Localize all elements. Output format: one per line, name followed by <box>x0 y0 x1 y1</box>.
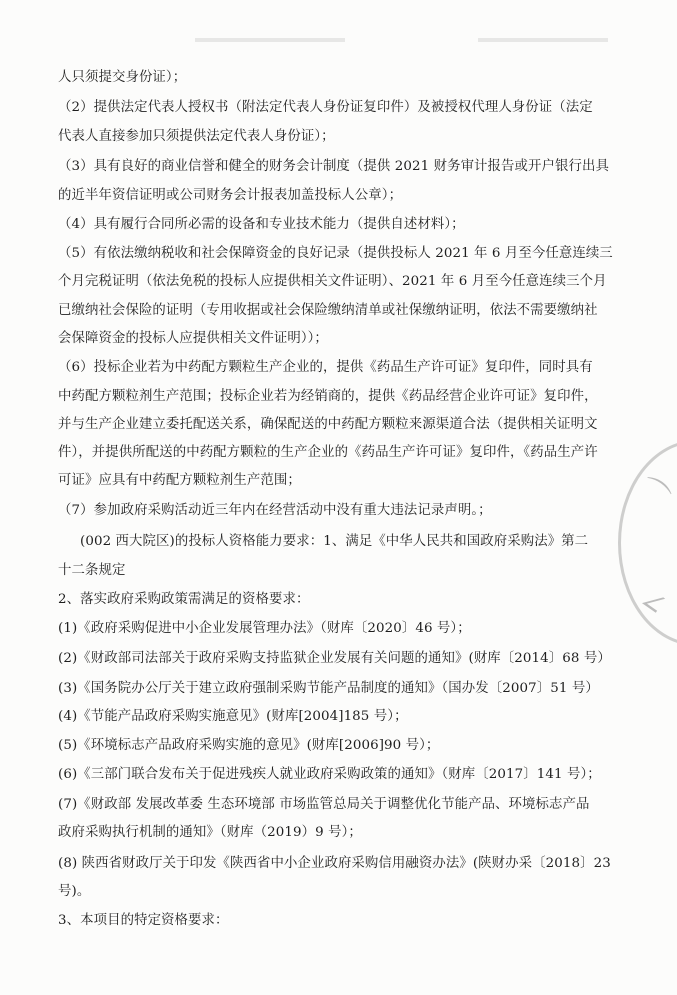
text-line: (5)《环境标志产品政府采购实施的意见》(财库[2006]90 号）； <box>58 738 440 753</box>
text-line: 政府采购执行机制的通知》（财库（2019）9 号）； <box>58 825 362 840</box>
text-line: (8) 陕西省财政厅关于印发《陕西省中小企业政府采购信用融资办法》(陕财办采〔2018〕23 <box>58 856 611 871</box>
text-line: （3）具有良好的商业信誉和健全的财务会计制度（提供 2021 财务审计报告或开户银行出具 <box>58 159 609 174</box>
seal-fragment: ⌒ <box>630 471 676 518</box>
text-line: 3、本项目的特定资格要求： <box>58 913 229 928</box>
text-line: 代表人直接参加只须提供法定代表人身份证）； <box>58 129 335 144</box>
text-line: （4）具有履行合同所必需的设备和专业技术能力（提供自述材料）； <box>58 217 465 232</box>
text-line: 的近半年资信证明或公司财务会计报表加盖投标人公章）； <box>58 188 403 203</box>
seal-fragment: ∠ <box>632 580 673 625</box>
scan-artifact <box>478 38 608 42</box>
text-line: (7)《财政部 发展改革委 生态环境部 市场监管总局关于调整优化节能产品、环境标志产品 <box>58 797 590 812</box>
text-line: （7）参加政府采购活动近三年内在经营活动中没有重大违法记录声明。； <box>58 503 492 518</box>
text-line: (3)《国务院办公厅关于建立政府强制采购节能产品制度的通知》（国办发〔2007〕51 号） <box>58 681 599 696</box>
text-line: 2、落实政府采购政策需满足的资格要求： <box>58 592 310 607</box>
text-line: 号)。 <box>58 884 91 899</box>
text-line: 已缴纳社会保险的证明（专用收据或社会保险缴纳清单或社保缴纳证明，依法不需要缴纳社 <box>58 303 598 318</box>
text-line: (6)《三部门联合发布关于促进残疾人就业政府采购政策的通知》（财库〔2017〕141 号）； <box>58 767 601 782</box>
text-line: 并与生产企业建立委托配送关系，确保配送的中药配方颗粒来源渠道合法（提供相关证明文 <box>58 417 598 432</box>
text-line: （5）有依法缴纳税收和社会保障资金的良好记录（提供投标人 2021 年 6 月至今任意连续三 <box>58 246 613 261</box>
scan-artifact <box>195 38 345 42</box>
text-line: 个月完税证明（依法免税的投标人应提供相关文件证明）、2021 年 6 月至今任意连续三个月 <box>58 274 607 289</box>
text-line: 中药配方颗粒剂生产范围；投标企业若为经销商的，提供《药品经营企业许可证》复印件， <box>58 389 598 404</box>
text-line: (2)《财政部司法部关于政府采购支持监狱企业发展有关问题的通知》(财库〔2014〕68 号） <box>58 651 611 666</box>
text-line: (1)《政府采购促进中小企业发展管理办法》（财库〔2020〕46 号）； <box>58 621 471 636</box>
text-line: 可证》应具有中药配方颗粒剂生产范围； <box>58 473 301 488</box>
text-line: 十二条规定 <box>58 563 126 578</box>
text-line: (002 西大院区)的投标人资格能力要求：1、满足《中华人民共和国政府采购法》第二 <box>80 534 589 549</box>
text-line: 人只须提交身份证）； <box>58 70 187 85</box>
text-line: 件），并提供所配送的中药配方颗粒的生产企业的《药品生产许可证》复印件，《药品生产许 <box>58 445 598 460</box>
text-line: 会保障资金的投标人应提供相关文件证明））； <box>58 331 328 346</box>
text-line: （2）提供法定代表人授权书（附法定代表人身份证复印件）及被授权代理人身份证（法定 <box>58 100 593 115</box>
text-line: （6）投标企业若为中药配方颗粒生产企业的，提供《药品生产许可证》复印件，同时具有 <box>58 360 593 375</box>
text-line: (4)《节能产品政府采购实施意见》(财库[2004]185 号）； <box>58 709 408 724</box>
